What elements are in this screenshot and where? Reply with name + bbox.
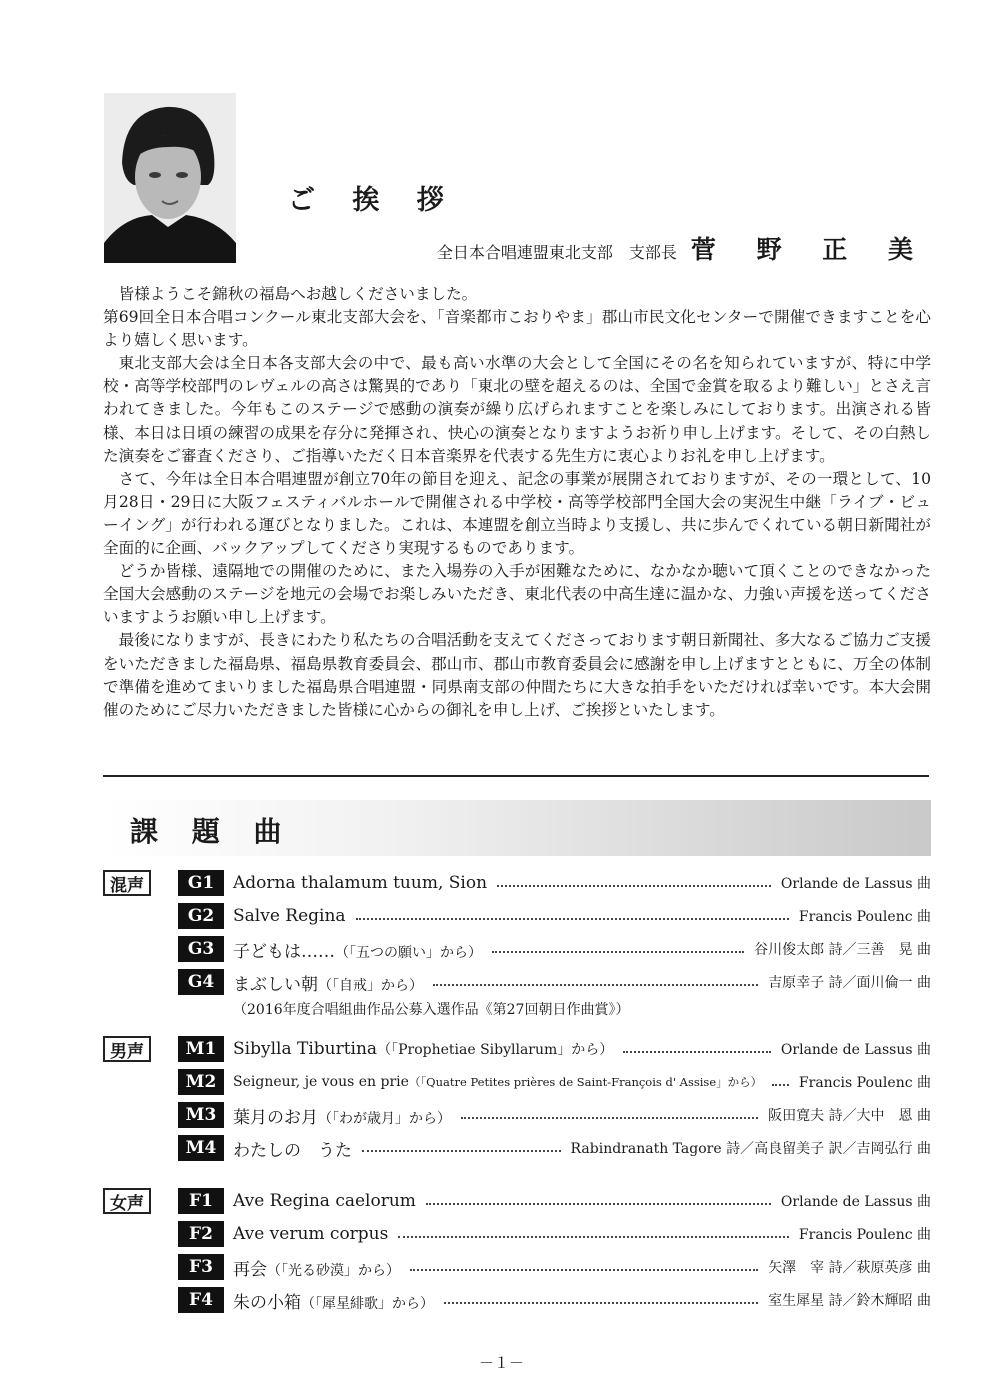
greeting-text (103, 283, 931, 722)
piece-source: （「自戒」から） (318, 977, 423, 994)
piece-title: Ave Regina caelorum (233, 1191, 416, 1211)
author-photo (104, 93, 236, 263)
leader-dots (623, 1051, 771, 1053)
group-label: 混声 (103, 870, 151, 896)
list-item (178, 1035, 931, 1063)
leader-dots (772, 1084, 789, 1086)
leader-dots (461, 1117, 758, 1119)
piece-source: （「五つの願い」から） (335, 944, 482, 961)
piece-credit: 吉原幸子 詩／面川倫一 曲 (768, 975, 931, 991)
piece-credit: Orlande de Lassus 曲 (780, 876, 931, 892)
section-title: 課 題 曲 (130, 815, 294, 848)
piece-code: M4 (178, 1135, 224, 1161)
piece-source: （「Quatre Petites prières de Saint-François d' Assise」から） (408, 1075, 763, 1089)
piece-credit: Francis Poulenc 曲 (798, 1227, 931, 1243)
piece-title: まぶしい朝 (233, 974, 318, 995)
piece-credit: Orlande de Lassus 曲 (780, 1194, 931, 1210)
leader-dots (492, 951, 744, 953)
list-item (178, 1068, 931, 1096)
piece-code: G2 (178, 903, 224, 929)
piece-title: Sibylla Tiburtina (233, 1039, 378, 1059)
piece-code: G4 (178, 969, 224, 995)
piece-source: （「犀星緋歌」から） (301, 1295, 434, 1312)
piece-title: Seigneur, je vous en prie (233, 1074, 409, 1090)
piece-credit: Francis Poulenc 曲 (798, 909, 931, 925)
award-note: （2016年度合唱組曲作品公募入選作品《第27回朝日作曲賞》） (233, 1002, 630, 1018)
piece-code: M1 (178, 1036, 224, 1062)
leader-dots (426, 1203, 771, 1205)
portrait-image (104, 93, 236, 263)
piece-code: G1 (178, 870, 224, 896)
page-number: －１－ (478, 1354, 524, 1372)
list-item (178, 1101, 931, 1129)
paragraph: さて、今年は全日本合唱連盟が創立70年の節目を迎え、記念の事業が展開されておりますが、その一環として、10月28日・29日に大阪フェスティバルホールで開催される中学校・高等学校部門全国大会の実況生中継「ライブ・ビューイング」が行われる運びとなりました。これは、本連盟を創立当時より支援し、共に歩んでくれている朝日新聞社が全面的に企画、バックアップしてくださり実現するものであります。 (103, 469, 931, 558)
piece-title: Salve Regina (233, 906, 346, 926)
paragraph: 第69回全日本合唱コンクール東北支部大会を、「音楽都市こおりやま」郡山市民文化センターで開催できますことを心より嬉しく思います。 (103, 308, 931, 350)
list-item (178, 1253, 931, 1281)
piece-code: F4 (178, 1287, 224, 1313)
leader-dots (398, 1236, 789, 1238)
paragraph: 皆様ようこそ錦秋の福島へお越しくださいました。 (118, 285, 478, 303)
piece-code: F2 (178, 1221, 224, 1247)
section-divider (103, 775, 929, 777)
piece-title: Adorna thalamum tuum, Sion (233, 873, 488, 893)
list-item (178, 1286, 931, 1314)
piece-code: F3 (178, 1254, 224, 1280)
paragraph: 東北支部大会は全日本各支部大会の中で、最も高い水準の大会として全国にその名を知られていますが、特に中学校・高等学校部門のレヴェルの高さは驚異的であり「東北の壁を超えるのは、全国で金賞を取るより難しい」とさえ言われてきました。今年もこのステージで感動の演奏が繰り広げられますことを楽しみにしております。出演される皆様、本日は日頃の練習の成果を存分に発揮され、快心の演奏となりますようお祈り申し上げます。そして、その白熱した演奏をご審査くださり、ご指導いただく日本音楽界を代表する先生方に衷心よりお礼を申し上げます。 (103, 354, 931, 465)
author-name: 菅 野 正 美 (690, 235, 929, 264)
paragraph: どうか皆様、遠隔地での開催のために、また入場券の入手が困難なために、なかなか聴いて頂くことのできなかった全国大会感動のステージを地元の会場でお楽しみいただき、東北代表の中高生達に温かな、力強い声援を送ってくださいますようお願い申し上げます。 (103, 562, 931, 627)
paragraph: 最後になりますが、長きにわたり私たちの合唱活動を支えてくださっております朝日新聞社、多大なるご協力ご支援をいただきました福島県、福島県教育委員会、郡山市、郡山市教育委員会に感謝を申し上げますとともに、万全の体制で準備を進めてまいりました福島県合唱連盟・同県南支部の仲間たちに大きな拍手をいただければ幸いです。本大会開催のためにご尽力いただきました皆様に心からの御礼を申し上げ、ご挨拶といたします。 (103, 631, 931, 719)
leader-dots (497, 885, 771, 887)
piece-credit: Francis Poulenc 曲 (798, 1075, 931, 1091)
leader-dots (444, 1302, 758, 1304)
author-byline (437, 230, 929, 266)
list-item (178, 935, 931, 963)
group-label: 男声 (103, 1036, 151, 1062)
list-item (178, 902, 931, 930)
piece-credit: 矢澤 宰 詩／萩原英彦 曲 (768, 1260, 931, 1276)
list-item (178, 1220, 931, 1248)
leader-dots (433, 984, 758, 986)
leader-dots (410, 1269, 758, 1271)
piece-credit: Rabindranath Tagore 詩／高良留美子 訳／吉岡弘行 曲 (570, 1141, 931, 1157)
list-item (178, 1134, 931, 1162)
page-title: ご 挨 拶 (288, 185, 458, 216)
leader-dots (356, 918, 789, 920)
piece-credit: Orlande de Lassus 曲 (780, 1042, 931, 1058)
piece-source: （「わが歳月」から） (318, 1110, 451, 1127)
piece-source: （「光る砂漠」から） (267, 1262, 400, 1279)
piece-code: G3 (178, 936, 224, 962)
piece-source: （「Prophetiae Sibyllarum」から） (377, 1042, 614, 1058)
piece-title: わたしの うた (233, 1140, 352, 1161)
list-item (178, 869, 931, 897)
piece-code: F1 (178, 1188, 224, 1214)
group-label: 女声 (103, 1188, 151, 1214)
piece-credit: 室生犀星 詩／鈴木輝昭 曲 (768, 1293, 931, 1309)
piece-title: 再会 (233, 1259, 267, 1280)
leader-dots (362, 1150, 561, 1152)
piece-title: 子どもは…… (233, 941, 335, 962)
list-item (178, 968, 931, 996)
piece-credit: 阪田寛夫 詩／大中 恩 曲 (768, 1108, 931, 1124)
piece-code: M3 (178, 1102, 224, 1128)
author-affiliation: 全日本合唱連盟東北支部 支部長 (436, 243, 677, 262)
piece-code: M2 (178, 1069, 224, 1095)
piece-credit: 谷川俊太郎 詩／三善 晃 曲 (754, 942, 931, 958)
list-item (178, 1187, 931, 1215)
piece-title: Ave verum corpus (233, 1224, 389, 1244)
piece-title: 葉月のお月 (233, 1107, 318, 1128)
piece-title: 朱の小箱 (233, 1292, 301, 1313)
